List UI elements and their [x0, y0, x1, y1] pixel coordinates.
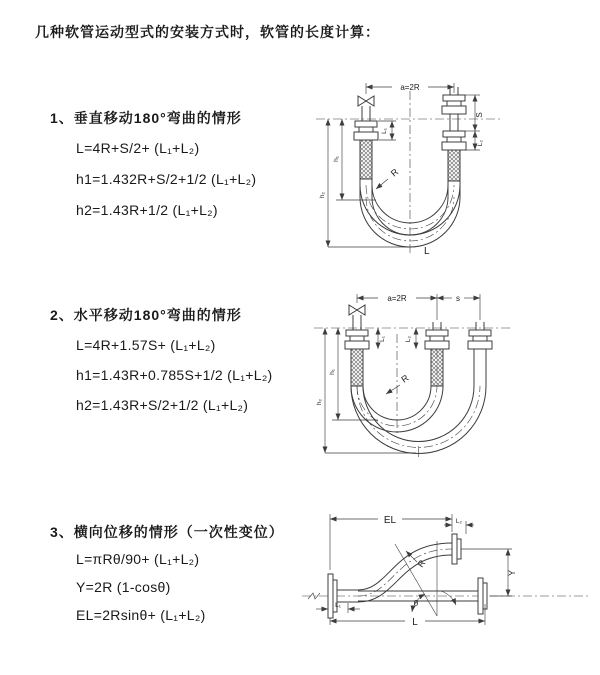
- dim-label-h2: h₂: [319, 191, 326, 199]
- radius-label: R: [415, 558, 428, 570]
- dim-s: [465, 95, 484, 131]
- angle-label-theta: θ: [413, 599, 419, 608]
- section3-formula-EL: EL=2Rsinθ+ (L₁+L₂): [76, 607, 206, 623]
- dim-label-a2r: a=2R: [387, 294, 407, 303]
- dim-label-el: EL: [383, 515, 397, 526]
- section3-formula-Y: Y=2R (1-cosθ): [76, 579, 171, 595]
- dim-l2: [444, 518, 474, 534]
- radius-label: R: [399, 372, 411, 385]
- section1-formula-L: L=4R+S/2+ (L₁+L₂): [76, 140, 200, 156]
- radius-callout: [376, 166, 401, 189]
- dim-s: [437, 294, 480, 320]
- centerlines: [302, 593, 588, 599]
- dim-a2r: [357, 294, 437, 320]
- section3-formula-L: L=πRθ/90+ (L₁+L₂): [76, 551, 200, 567]
- dim-label-h1: h₁: [333, 156, 340, 162]
- dim-label-a2r: a=2R: [400, 83, 420, 92]
- valve-icon: [358, 96, 374, 106]
- radius-label: R: [388, 166, 401, 179]
- dim-label-l1: L₁: [381, 128, 388, 134]
- section3-heading: 3、横向位移的情形（一次性变位）: [50, 524, 284, 540]
- dim-label-s: s: [456, 294, 460, 303]
- radius-callout: [386, 372, 411, 394]
- diagram-lateral-displacement: [300, 506, 592, 644]
- braid-section: [448, 150, 460, 181]
- diagram-vertical-travel-180-bend: [312, 75, 590, 257]
- right-pipe-and-flanges: [442, 87, 466, 197]
- section2-formula-h2: h2=1.43R+S/2+1/2 (L₁+L₂): [76, 397, 249, 413]
- middle-pipe-and-flange: [425, 322, 449, 386]
- dim-l1: [316, 602, 360, 613]
- left-pipe-and-flange: [354, 106, 378, 197]
- dim-l1: [378, 121, 396, 140]
- length-label: L: [424, 246, 430, 257]
- dim-label-h1: h₁: [329, 369, 336, 375]
- page-title: 几种软管运动型式的安装方式时，软管的长度计算：: [35, 24, 380, 40]
- diagram-horizontal-travel-180-bend: [312, 286, 590, 458]
- left-pipe-and-flange: [345, 315, 369, 386]
- section1-formula-h2: h2=1.43R+1/2 (L₁+L₂): [76, 202, 218, 218]
- right-pipe-and-flange: [468, 322, 492, 386]
- section1-heading: 1、垂直移动180°弯曲的情形: [50, 110, 242, 126]
- dim-y: [461, 549, 517, 596]
- dim-label-h2: h₂: [316, 398, 323, 406]
- section2-heading: 2、水平移动180°弯曲的情形: [50, 307, 242, 323]
- dim-label-l1: L₁: [335, 602, 341, 609]
- dim-label-l2: L₂: [455, 518, 463, 525]
- dim-length: [330, 604, 485, 628]
- braid-section: [351, 349, 363, 386]
- dim-label-y: Y: [507, 569, 517, 577]
- section2-formula-L: L=4R+1.57S+ (L₁+L₂): [76, 337, 216, 353]
- section2-formula-h1: h1=1.43R+0.785S+1/2 (L₁+L₂): [76, 367, 273, 383]
- dim-label-l1: L₁: [379, 336, 386, 342]
- valve-icon: [349, 305, 365, 315]
- dim-label-l2: L₂: [477, 139, 484, 147]
- dim-label-l2: L₂: [405, 335, 412, 343]
- dim-label-length: L: [412, 617, 418, 628]
- dim-label-s: S: [475, 112, 484, 118]
- dim-el: [330, 514, 452, 570]
- hose-s-curve-displaced: [358, 534, 461, 602]
- dim-l2: [405, 328, 416, 349]
- dim-l1: [378, 328, 386, 349]
- section1-formula-h1: h1=1.432R+S/2+1/2 (L₁+L₂): [76, 171, 257, 187]
- angle-construction: [395, 541, 456, 616]
- braid-section: [431, 349, 443, 386]
- braid-section: [360, 140, 372, 179]
